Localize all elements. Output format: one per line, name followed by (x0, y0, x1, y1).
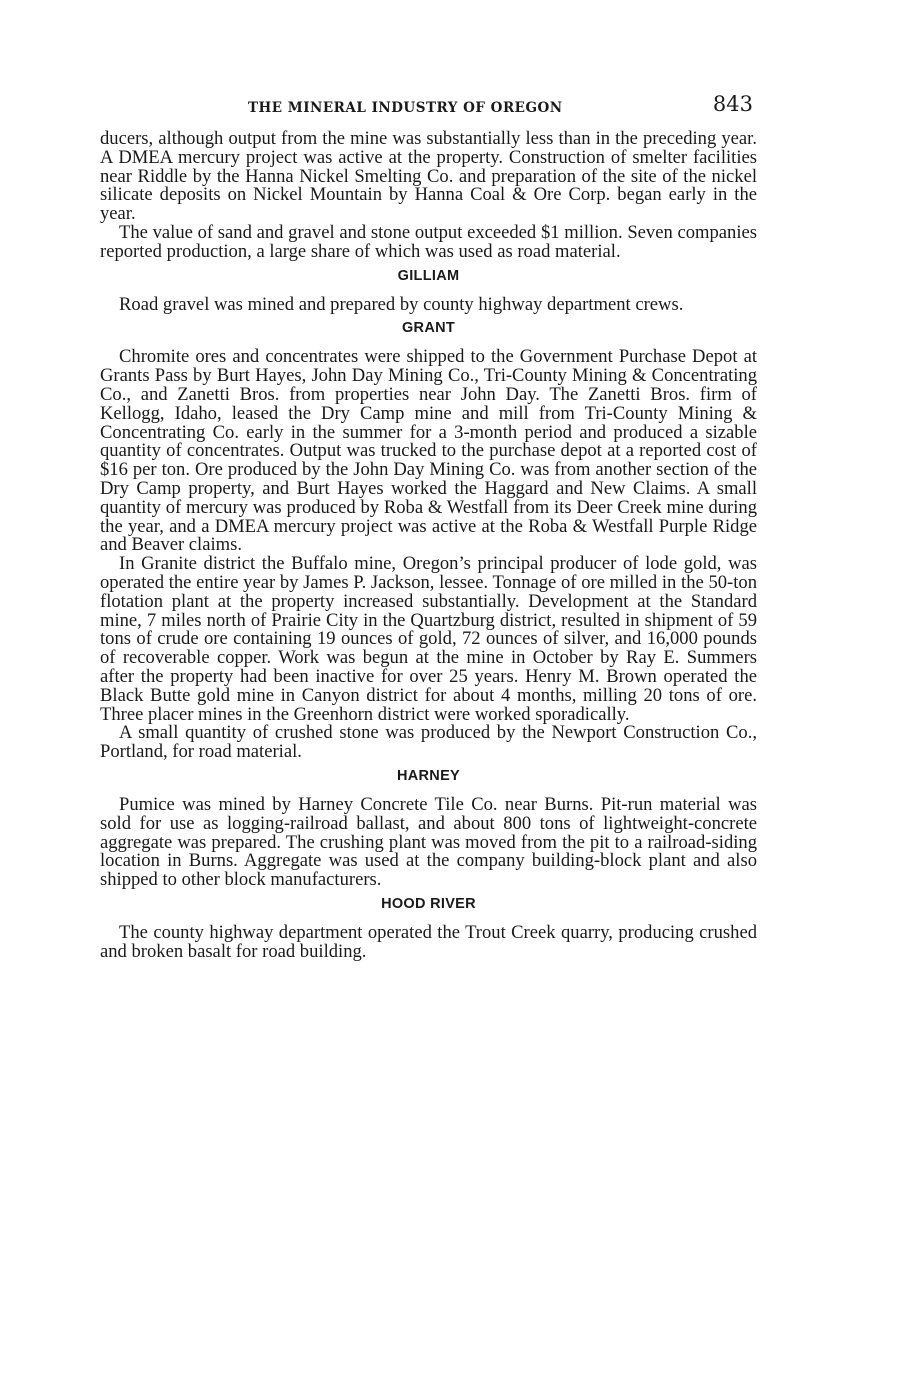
running-header (100, 92, 757, 122)
body-text (100, 130, 757, 961)
paragraph: In Granite district the Buffalo mine, Oregon’s principal producer of lode gold, was operated the entire year by James P. Jackson, lessee. Tonnage of ore milled in the 50-ton flotation plant at the property increased substantially. Development at the Standard mine, 7 miles north of Prairie City in the Quartzburg district, resulted in shipment of 59 tons of crude ore containing 19 ounces of gold, 72 ounces of silver, and 16,000 pounds of recoverable copper. Work was begun at the mine in October by Ray E. Summers after the property had been inactive for over 25 years. Henry M. Brown operated the Black Butte gold mine in Canyon district for about 4 months, milling 20 tons of ore. Three placer mines in the Greenhorn district were worked sporadically. (100, 553, 757, 725)
paragraph: ducers, although output from the mine was substantially less than in the preceding year. A DMEA mercury project was active at the property. Construction of smelter facilities near Riddle by the Hanna Nickel Smelting Co. and preparation of the site of the nickel silicate deposits on Nickel Mountain by Hanna Coal & Ore Corp. began early in the year. (100, 128, 757, 225)
section-heading-harney: HARNEY (396, 767, 461, 784)
section-heading-hood-river: HOOD RIVER (381, 895, 476, 912)
section-heading-grant: GRANT (401, 320, 456, 337)
section-heading-gilliam: GILLIAM (397, 267, 460, 284)
paragraph: The county highway department operated the Trout Creek quarry, producing crushed and broken basalt for road building. (100, 921, 757, 962)
page-number: 843 (712, 92, 753, 116)
paragraph: Pumice was mined by Harney Concrete Tile Co. near Burns. Pit-run material was sold for use as logging-railroad ballast, and about 800 tons of lightweight-concrete aggregate was prepared. The crushing plant was moved from the pit to a railroad-siding location in Burns. Aggregate was used at the company building-block plant and also shipped to other block manufacturers. (100, 793, 757, 891)
document-page (100, 92, 757, 961)
intro-section (100, 130, 757, 262)
paragraph: Chromite ores and concentrates were shipped to the Government Purchase Depot at Grants Pass by Burt Hayes, John Day Mining Co., Tri-County Mining & Concentrating Co., and Zanetti Bros. from properties near John Day. The Zanetti Bros. firm of Kellogg, Idaho, leased the Dry Camp mine and mill from Tri-County Mining & Concentrating Co. early in the summer for a 3-month period and produced a sizable quantity of concentrates. Output was trucked to the purchase depot at a reported cost of $16 per ton. Ore produced by the John Day Mining Co. was from another section of the Dry Camp property, and Burt Hayes worked the Haggard and New Claims. A small quantity of mercury was produced by Roba & Westfall from its Deer Creek mine during the year, and a DMEA mercury project was active at the Roba & Westfall Purple Ridge and Beaver claims. (100, 346, 757, 556)
running-title: THE MINERAL INDUSTRY OF OREGON (248, 100, 563, 116)
paragraph: Road gravel was mined and prepared by county highway department crews. (119, 293, 684, 315)
harney-section (100, 768, 757, 890)
hood-river-section (100, 896, 757, 962)
paragraph: A small quantity of crushed stone was produced by the Newport Construction Co., Portland, for road material. (100, 722, 757, 763)
paragraph: The value of sand and gravel and stone output exceeded $1 million. Seven companies reported production, a large share of which was used as road material. (100, 221, 757, 262)
gilliam-section (100, 268, 757, 315)
grant-section (100, 320, 757, 762)
